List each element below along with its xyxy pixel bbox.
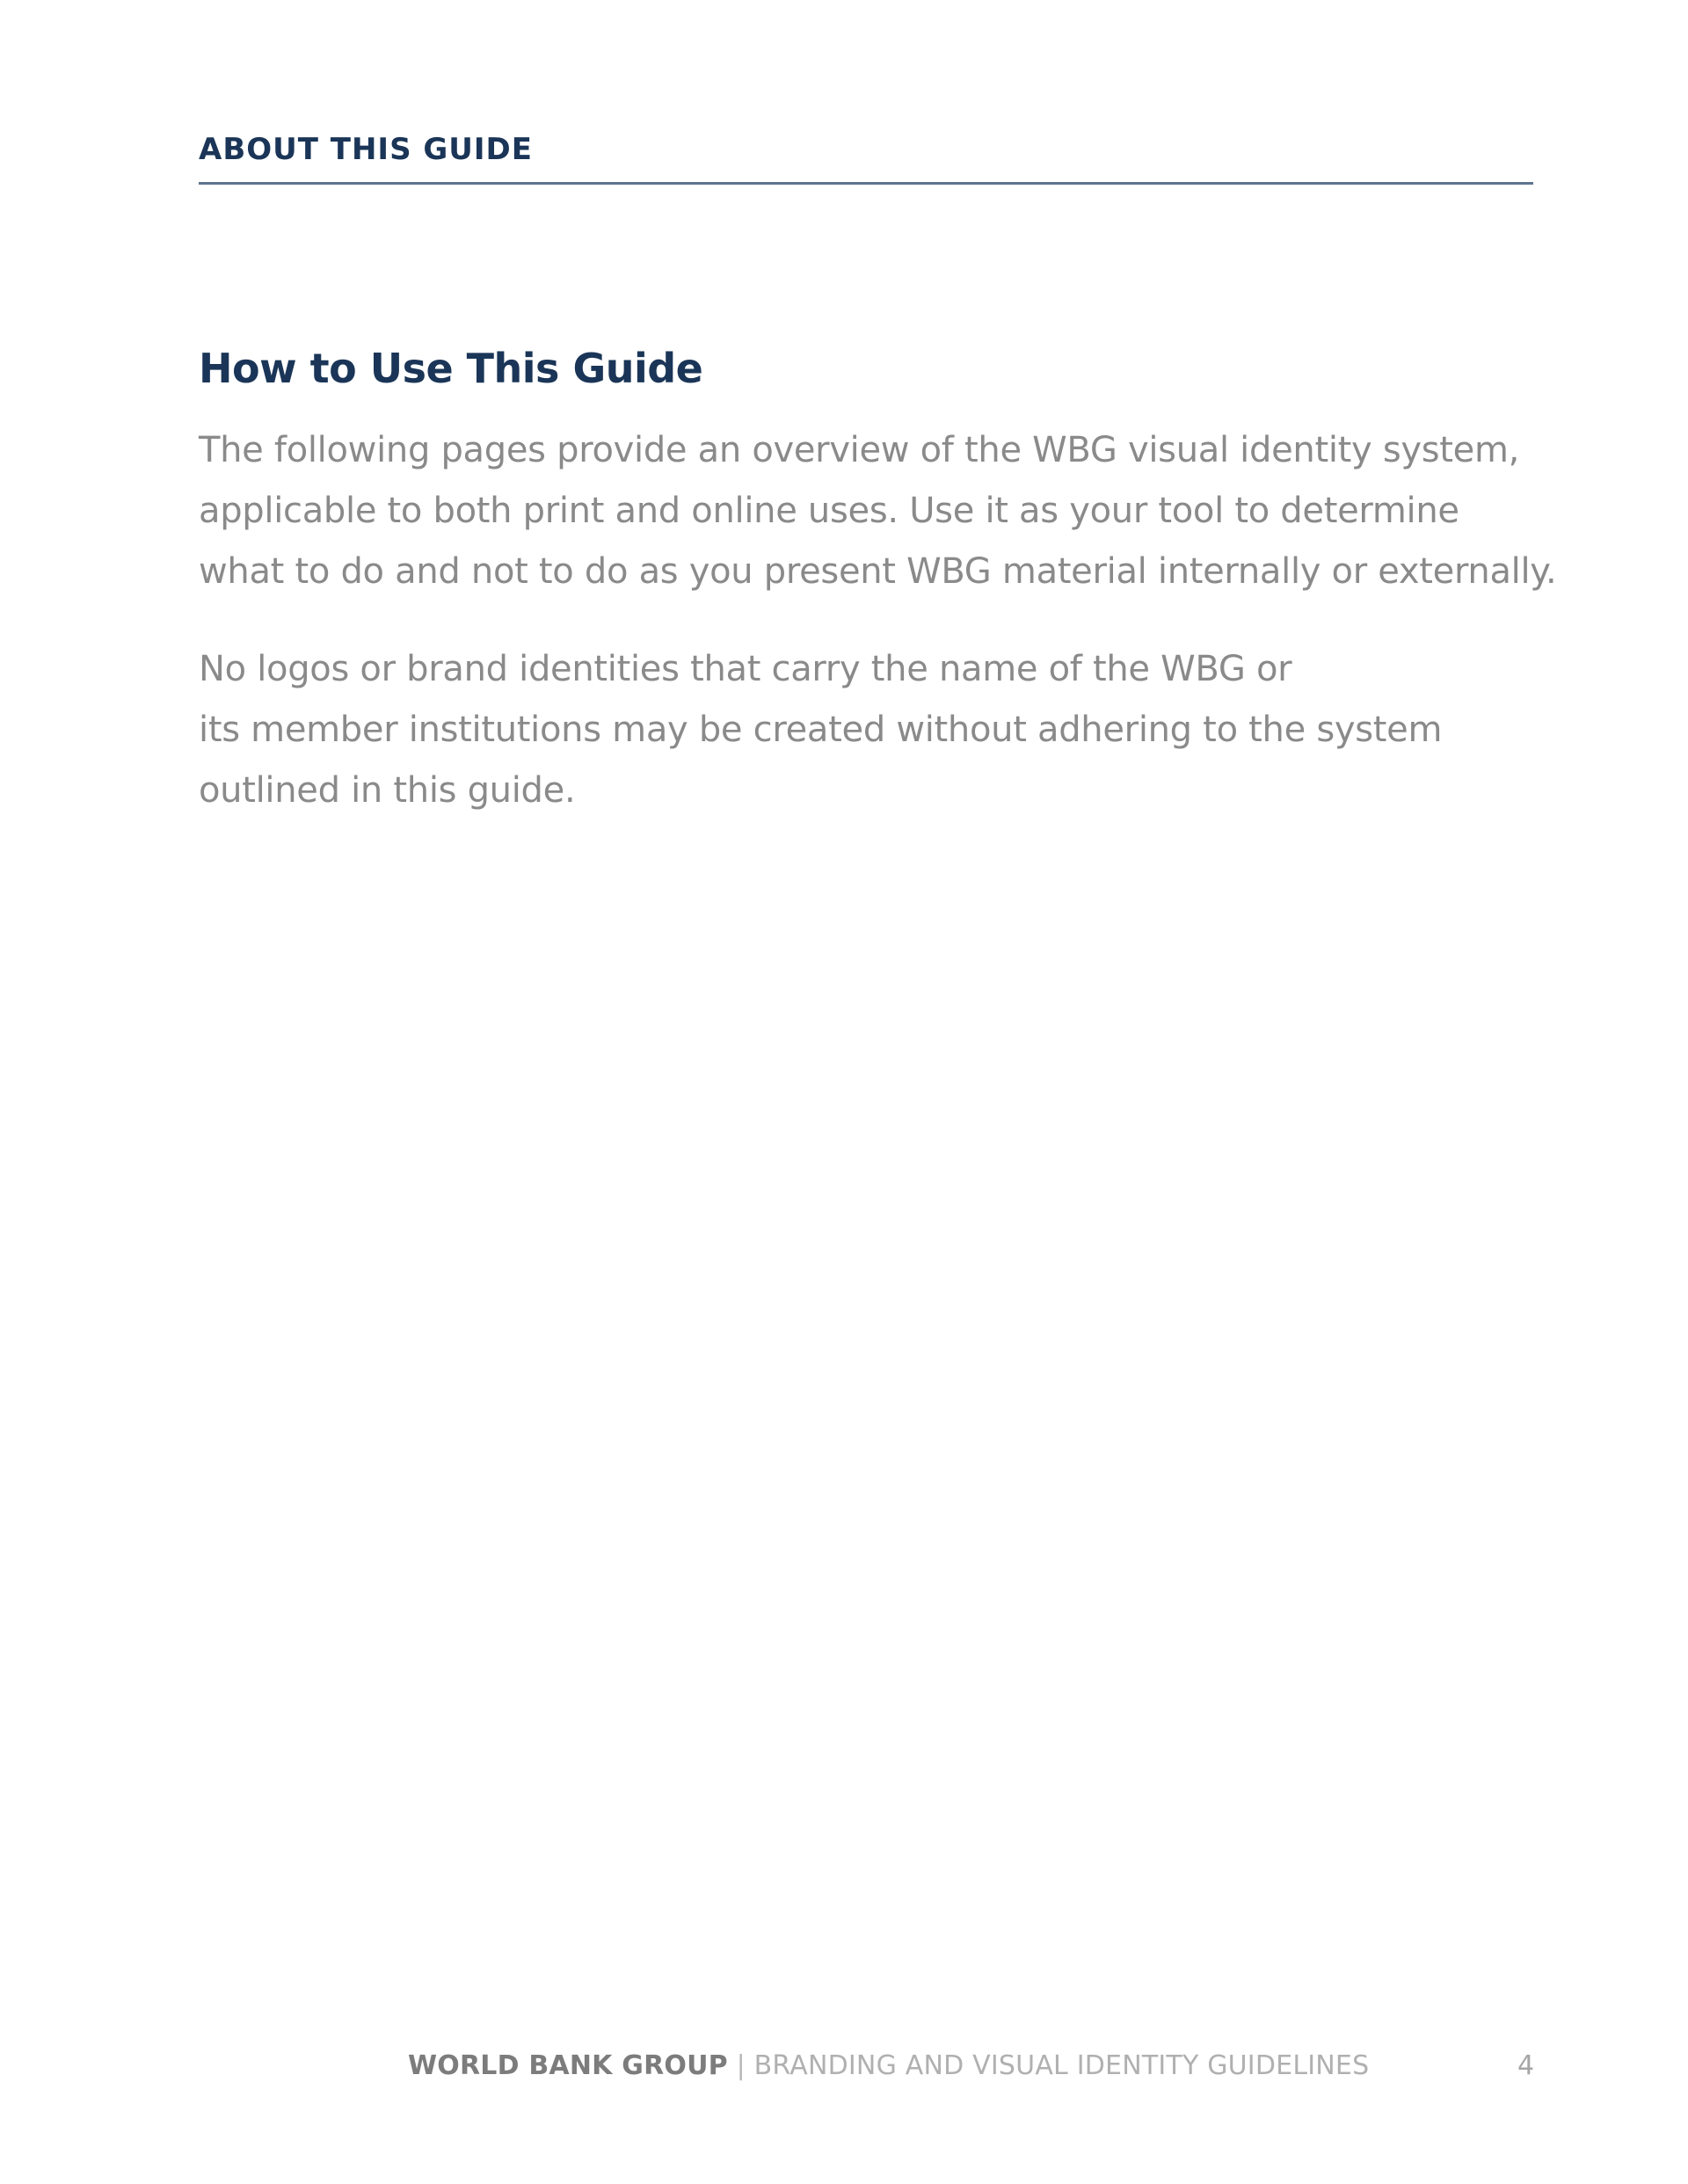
footer-organization: WORLD BANK GROUP	[408, 2050, 728, 2081]
paragraph-line: outlined in this guide.	[199, 770, 576, 811]
section-label: ABOUT THIS GUIDE	[199, 132, 534, 167]
footer-separator: |	[727, 2050, 754, 2081]
paragraph-line: its member institutions may be created without adhering to the system	[199, 710, 1443, 750]
page-number: 4	[1517, 2050, 1535, 2081]
footer-document-title: BRANDING AND VISUAL IDENTITY GUIDELINES	[753, 2050, 1370, 2081]
section-header	[199, 130, 1533, 185]
paragraph-line: The following pages provide an overview of the WBG visual identity system,	[199, 430, 1520, 470]
intro-paragraph	[199, 420, 1557, 602]
page-footer	[408, 2049, 1369, 2084]
paragraph-line: what to do and not to do as you present WBG material internally or externally.	[199, 551, 1557, 592]
main-content	[199, 338, 1557, 858]
policy-paragraph	[199, 639, 1544, 821]
paragraph-line: applicable to both print and online uses. Use it as your tool to determine	[199, 491, 1459, 531]
page-heading: How to Use This Guide	[199, 345, 703, 392]
paragraph-line: No logos or brand identities that carry the name of the WBG or	[199, 649, 1292, 689]
